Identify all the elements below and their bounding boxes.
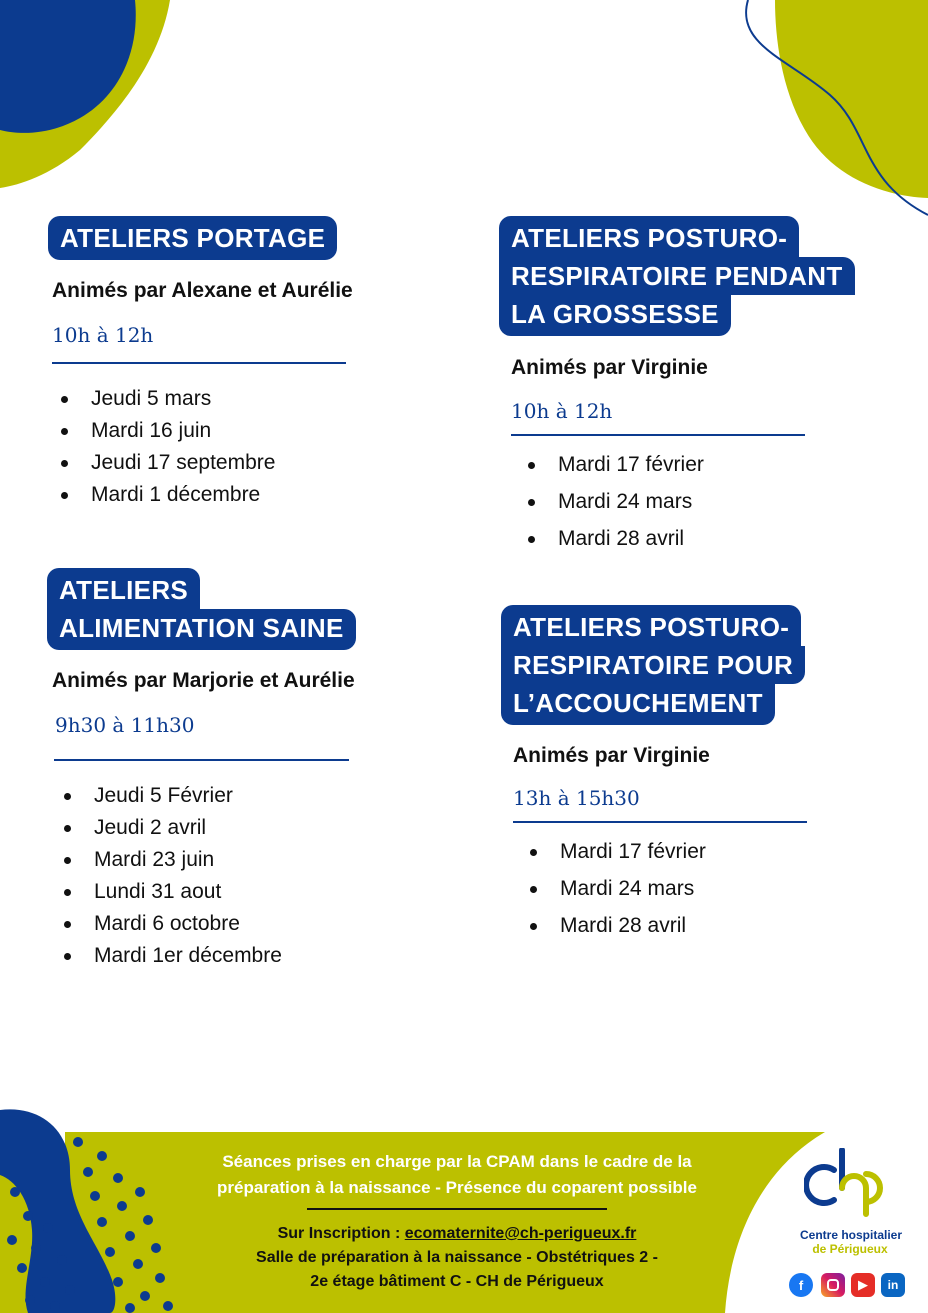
section-title-line: RESPIRATOIRE PENDANT [499, 257, 855, 295]
signup-label: Sur Inscription : [277, 1225, 405, 1242]
list-item: Mardi 17 février [527, 833, 706, 870]
footer-divider [307, 1208, 607, 1210]
section-time: 10h à 12h [52, 323, 154, 347]
signup-line [168, 1222, 746, 1246]
logo-line: de Périgueux [812, 1242, 888, 1256]
section-title-alimentation [47, 568, 356, 650]
list-item: Jeudi 17 septembre [58, 447, 275, 479]
facebook-icon[interactable]: f [789, 1273, 813, 1297]
section-title-portage [48, 216, 337, 260]
location-line: 2e étage bâtiment C - CH de Périgueux [310, 1273, 604, 1290]
logo-text [800, 1228, 903, 1256]
date-list [61, 780, 282, 972]
footer-notice [168, 1149, 746, 1201]
logo-line: Centre hospitalier [800, 1228, 903, 1242]
section-time: 10h à 12h [511, 399, 613, 423]
section-title-line: ATELIERS POSTURO- [499, 216, 799, 257]
ch-logo-icon [804, 1148, 896, 1218]
section-divider [52, 362, 346, 364]
list-item: Mardi 6 octobre [61, 908, 282, 940]
list-item: Mardi 16 juin [58, 415, 275, 447]
email-link[interactable]: ecomaternite@ch-perigueux.fr [404, 1225, 637, 1242]
list-item: Jeudi 5 mars [58, 383, 275, 415]
date-list [58, 383, 275, 511]
list-item: Jeudi 5 Février [61, 780, 282, 812]
section-divider [54, 759, 349, 761]
section-divider [513, 821, 807, 823]
date-list [525, 446, 704, 557]
section-time: 9h30 à 11h30 [55, 713, 195, 737]
list-item: Mardi 1 décembre [58, 479, 275, 511]
footer-notice-line: Séances prises en charge par la CPAM dans le cadre de la [222, 1152, 692, 1171]
list-item: Mardi 23 juin [61, 844, 282, 876]
date-list [527, 833, 706, 944]
section-title-posturo-accouchement [501, 605, 805, 725]
section-title-line: ATELIERS [47, 568, 200, 609]
top-right-lime-blob [775, 0, 928, 198]
section-time: 13h à 15h30 [513, 786, 640, 810]
section-title-line: RESPIRATOIRE POUR [501, 646, 805, 684]
list-item: Mardi 28 avril [527, 907, 706, 944]
footer-contact [168, 1222, 746, 1294]
section-divider [511, 434, 805, 436]
top-left-navy-blob [0, 0, 136, 133]
list-item: Mardi 1er décembre [61, 940, 282, 972]
list-item: Lundi 31 aout [61, 876, 282, 908]
linkedin-icon[interactable]: in [881, 1273, 905, 1297]
list-item: Jeudi 2 avril [61, 812, 282, 844]
section-title-line: ALIMENTATION SAINE [47, 609, 356, 650]
section-animators: Animés par Marjorie et Aurélie [52, 669, 355, 692]
list-item: Mardi 24 mars [527, 870, 706, 907]
section-title-posturo-grossesse [499, 216, 855, 336]
list-item: Mardi 17 février [525, 446, 704, 483]
section-title-line: ATELIERS POSTURO- [501, 605, 801, 646]
section-animators: Animés par Virginie [513, 744, 710, 767]
section-title-line: LA GROSSESSE [499, 295, 731, 336]
list-item: Mardi 24 mars [525, 483, 704, 520]
section-title-line: ATELIERS PORTAGE [60, 223, 326, 253]
footer-notice-line: préparation à la naissance - Présence du coparent possible [217, 1178, 697, 1197]
section-animators: Animés par Alexane et Aurélie [52, 279, 353, 302]
list-item: Mardi 28 avril [525, 520, 704, 557]
section-animators: Animés par Virginie [511, 356, 708, 379]
section-title-line: L’ACCOUCHEMENT [501, 684, 775, 725]
location-line: Salle de préparation à la naissance - Obstétriques 2 - [256, 1249, 658, 1266]
instagram-icon[interactable] [821, 1273, 845, 1297]
youtube-icon[interactable]: ▶ [851, 1273, 875, 1297]
